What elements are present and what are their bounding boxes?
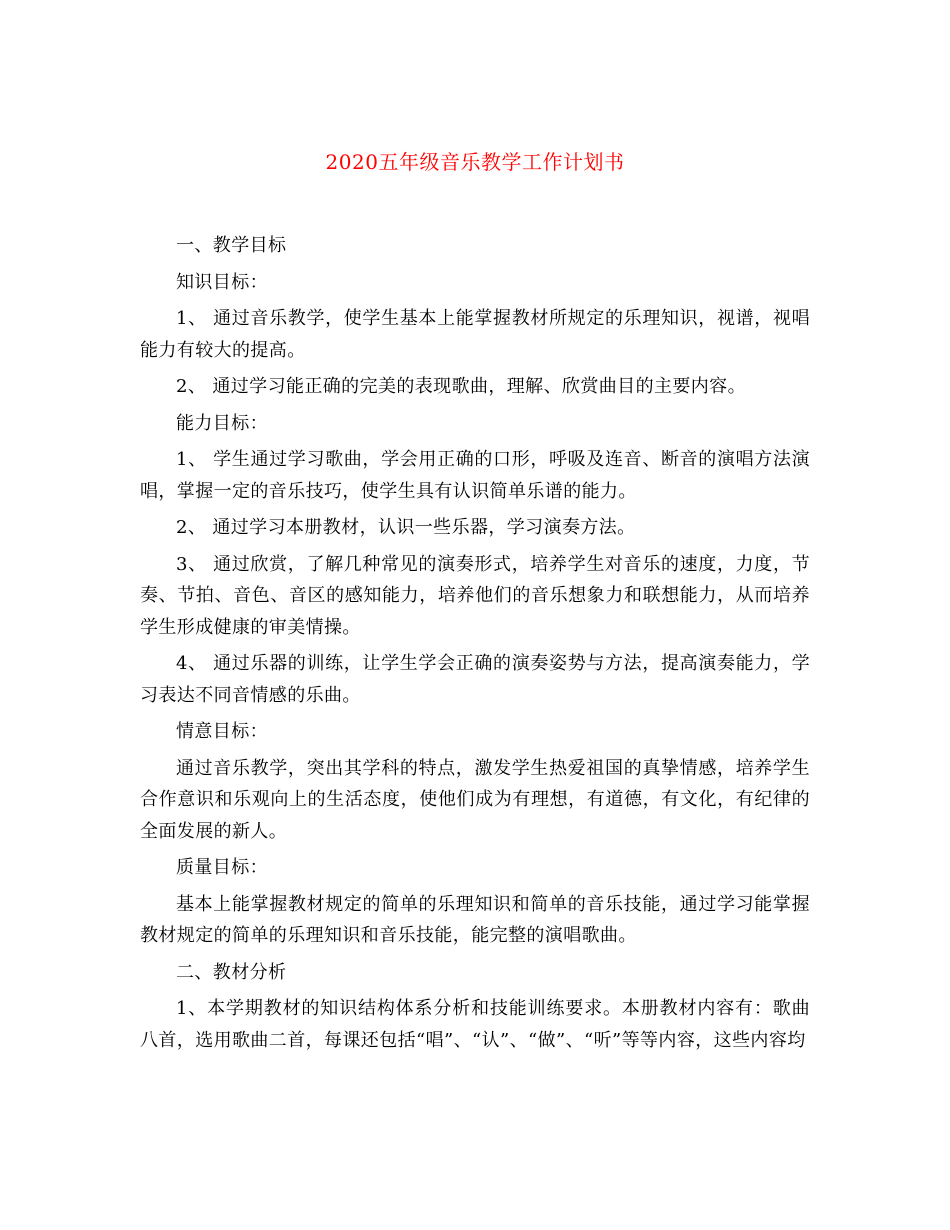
paragraph: 1、 学生通过学习歌曲，学会用正确的口形，呼吸及连音、断音的演唱方法演唱，掌握一定的音乐技巧，使学生具有认识简单乐谱的能力。 xyxy=(140,449,810,502)
document-title: 2020五年级音乐教学工作计划书 xyxy=(325,150,625,174)
subheading-affective-goals: 情意目标： xyxy=(176,721,268,742)
subheading-knowledge-goals: 知识目标： xyxy=(176,271,268,293)
paragraph: 1、本学期教材的知识结构体系分析和技能训练要求。本册教材内容有：歌曲八首，选用歌曲二首，每课还包括“唱”、“认”、“做”、“听”等等内容，这些内容均 xyxy=(140,998,810,1051)
document-body xyxy=(140,230,810,1056)
paragraph: 2、 通过学习能正确的完美的表现歌曲，理解、欣赏曲目的主要内容。 xyxy=(176,376,746,397)
paragraph: 3、 通过欣赏，了解几种常见的演奏形式，培养学生对音乐的速度，力度，节奏、节拍、音色、音区的感知能力，培养他们的音乐想象力和联想能力，从而培养学生形成健康的审美情操。 xyxy=(140,553,810,638)
paragraph: 基本上能掌握教材规定的简单的乐理知识和简单的音乐技能，通过学习能掌握教材规定的简单的乐理知识和音乐技能，能完整的演唱歌曲。 xyxy=(140,893,810,946)
paragraph: 4、 通过乐器的训练，让学生学会正确的演奏姿势与方法，提高演奏能力，学习表达不同音情感的乐曲。 xyxy=(140,653,810,706)
subheading-ability-goals: 能力目标： xyxy=(176,412,268,434)
subheading-quality-goals: 质量目标： xyxy=(176,857,268,878)
paragraph: 2、 通过学习本册教材，认识一些乐器，学习演奏方法。 xyxy=(176,517,636,538)
paragraph: 1、 通过音乐教学，使学生基本上能掌握教材所规定的乐理知识，视谱，视唱能力有较大的提高。 xyxy=(140,308,810,361)
section-heading-textbook-analysis: 二、教材分析 xyxy=(176,961,287,983)
section-heading-teaching-goals: 一、教学目标 xyxy=(176,235,287,256)
paragraph: 通过音乐教学，突出其学科的特点，激发学生热爱祖国的真挚情感，培养学生合作意识和乐观向上的生活态度，使他们成为有理想，有道德，有文化，有纪律的全面发展的新人。 xyxy=(140,757,810,842)
